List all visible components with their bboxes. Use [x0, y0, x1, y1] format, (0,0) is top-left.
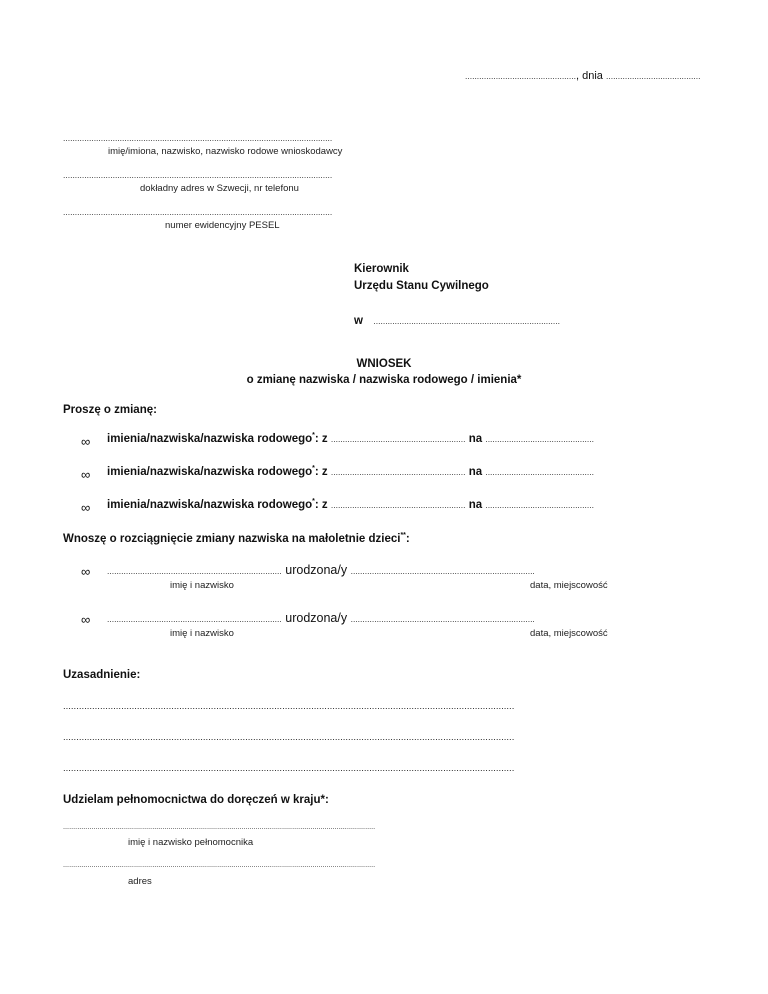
applicant-pesel-label: numer ewidencyjny PESEL [165, 220, 280, 231]
proxy-heading: Udzielam pełnomocnictwa do doręczeń w kraju*: [63, 794, 329, 806]
request-item-from: : z [314, 433, 328, 445]
child-date-field[interactable]: .............................................................................. [350, 614, 535, 624]
request-heading: Proszę o zmianę: [63, 404, 157, 416]
children-heading [63, 533, 410, 545]
form-title: WNIOSEK [356, 358, 412, 370]
infinity-bullet-icon: ∞ [81, 612, 91, 627]
child-date-label: data, miejscowość [530, 628, 608, 639]
applicant-address-field[interactable]: .................................................................................................................. [63, 170, 333, 180]
child-name-field[interactable]: .......................................................................... [107, 614, 282, 624]
request-item [81, 433, 90, 451]
infinity-bullet-icon: ∞ [81, 500, 91, 515]
recipient-line1: Kierownik [354, 263, 409, 275]
request-item-row [107, 466, 594, 478]
request-item-row [107, 499, 594, 511]
proxy-address-label: adres [128, 876, 152, 887]
request-from-field[interactable]: ......................................................... [330, 434, 466, 444]
request-item-to: na [468, 433, 483, 445]
applicant-name-field[interactable]: .................................................................................................................. [63, 133, 333, 143]
child-born-label: urodzona/y [285, 563, 348, 577]
child-row [107, 611, 535, 625]
request-item-from: : z [314, 466, 328, 478]
justification-line[interactable]: ........................................................................................................................................................................... [63, 701, 515, 712]
proxy-name-field[interactable]: .......................................................................................................................................................... [63, 822, 376, 831]
request-item [81, 499, 90, 517]
applicant-pesel-field[interactable]: .................................................................................................................. [63, 207, 333, 217]
request-to-field[interactable]: .............................................. [485, 500, 594, 510]
request-to-field[interactable]: .............................................. [485, 434, 594, 444]
child-name-field[interactable]: .......................................................................... [107, 566, 282, 576]
request-item-label: imienia/nazwiska/nazwiska rodowego [107, 466, 313, 478]
recipient-place [354, 311, 560, 329]
child-date-field[interactable]: .............................................................................. [350, 566, 535, 576]
justification-heading: Uzasadnienie: [63, 669, 141, 681]
proxy-address-field[interactable]: .......................................................................................................................................................... [63, 860, 376, 869]
request-item [81, 466, 90, 484]
child-date-label: data, miejscowość [530, 580, 608, 591]
date-dots[interactable]: ........................................ [605, 71, 701, 81]
infinity-bullet-icon: ∞ [81, 564, 91, 579]
children-heading-sup: ** [400, 532, 406, 540]
request-from-field[interactable]: ......................................................... [330, 500, 466, 510]
request-item-label: imienia/nazwiska/nazwiska rodowego [107, 433, 313, 445]
request-from-field[interactable]: ......................................................... [330, 467, 466, 477]
form-subtitle: o zmianę nazwiska / nazwiska rodowego / imienia* [246, 374, 522, 386]
request-to-field[interactable]: .............................................. [485, 467, 594, 477]
justification-line[interactable]: ........................................................................................................................................................................... [63, 763, 515, 774]
place-dots[interactable]: ............................................... [465, 71, 576, 81]
child-bullet [81, 611, 90, 629]
request-item-row [107, 433, 594, 445]
child-bullet [81, 563, 90, 581]
applicant-name-label: imię/imiona, nazwisko, nazwisko rodowe wnioskodawcy [108, 146, 343, 157]
applicant-address-label: dokładny adres w Szwecji, nr telefonu [140, 183, 299, 194]
proxy-name-label: imię i nazwisko pełnomocnika [128, 837, 254, 848]
request-item-label: imienia/nazwiska/nazwiska rodowego [107, 499, 313, 511]
recipient-place-field[interactable]: ............................................................................... [373, 316, 560, 326]
infinity-bullet-icon: ∞ [81, 434, 91, 449]
place-date-line [465, 70, 700, 82]
children-heading-text: Wnoszę o rozciągnięcie zmiany nazwiska na małoletnie dzieci [63, 533, 401, 545]
request-item-to: na [468, 466, 483, 478]
child-born-label: urodzona/y [285, 611, 348, 625]
date-label: , dnia [576, 70, 603, 82]
request-item-to: na [468, 499, 483, 511]
recipient-w-label: w [354, 315, 363, 327]
recipient-line2: Urzędu Stanu Cywilnego [354, 280, 489, 292]
children-heading-end: : [405, 533, 410, 545]
child-name-label: imię i nazwisko [170, 628, 234, 639]
request-item-sup: * [312, 432, 315, 440]
request-item-from: : z [314, 499, 328, 511]
infinity-bullet-icon: ∞ [81, 467, 91, 482]
justification-line[interactable]: ........................................................................................................................................................................... [63, 732, 515, 743]
request-item-sup: * [312, 498, 315, 506]
child-row [107, 563, 535, 577]
request-item-sup: * [312, 465, 315, 473]
child-name-label: imię i nazwisko [170, 580, 234, 591]
